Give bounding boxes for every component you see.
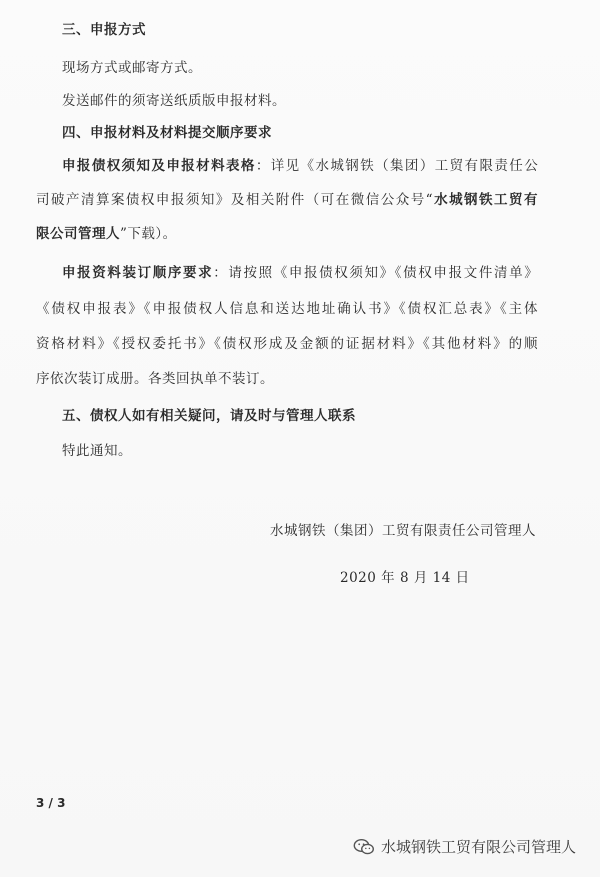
paragraph-1-lead: 申报债权须知及申报材料表格 bbox=[62, 158, 256, 174]
watermark-text: 水城钢铁工贸有限公司管理人 bbox=[380, 838, 576, 856]
paragraph-2-line-3: 资格材料》《授权委托书》《债权形成及金额的证据材料》《其他材料》的顺 bbox=[36, 336, 538, 352]
paragraph-1-line-3-bold: 限公司管理人 bbox=[36, 226, 120, 242]
paragraph-1-line-3 bbox=[36, 225, 177, 243]
paragraph-1-line-1 bbox=[62, 157, 538, 175]
paragraph-2-lead: 申报资料装订顺序要求 bbox=[62, 265, 214, 281]
paragraph-2-line-1 bbox=[62, 264, 538, 282]
page-number: 3 / 3 bbox=[36, 796, 66, 810]
section-4-heading: 四、申报材料及材料提交顺序要求 bbox=[62, 125, 272, 141]
paragraph-1-line-2-bold: 水城钢铁工贸有 bbox=[433, 192, 539, 208]
signature-org: 水城钢铁（集团）工贸有限责任公司管理人 bbox=[270, 523, 536, 539]
paragraph-1-line-3-rest: ”下载）。 bbox=[120, 226, 177, 242]
wechat-watermark bbox=[353, 836, 576, 857]
wechat-icon bbox=[353, 838, 375, 856]
paragraph-2-line-4: 序依次装订成册。各类回执单不装订。 bbox=[36, 371, 274, 387]
section-3-line-1: 现场方式或邮寄方式。 bbox=[62, 60, 202, 76]
section-3-line-2: 发送邮件的须寄送纸质版申报材料。 bbox=[62, 93, 286, 109]
paragraph-1-line-1-rest: ：详见《水城钢铁（集团）工贸有限责任公 bbox=[255, 158, 538, 174]
closing-line: 特此通知。 bbox=[62, 443, 132, 459]
section-5-heading: 五、债权人如有相关疑问，请及时与管理人联系 bbox=[62, 408, 356, 424]
paragraph-1-line-2-text: 司破产清算案债权申报须知》及相关附件（可在微信公众号“ bbox=[36, 192, 434, 208]
paragraph-1-line-2 bbox=[36, 191, 538, 209]
paragraph-2-line-2: 《债权申报表》《申报债权人信息和送达地址确认书》《债权汇总表》《主体 bbox=[36, 301, 538, 317]
paragraph-2-line-1-rest: ：请按照《申报债权须知》《债权申报文件清单》 bbox=[213, 265, 538, 281]
signature-date: 2020 年 8 月 14 日 bbox=[340, 570, 470, 586]
section-3-heading: 三、申报方式 bbox=[62, 22, 146, 38]
